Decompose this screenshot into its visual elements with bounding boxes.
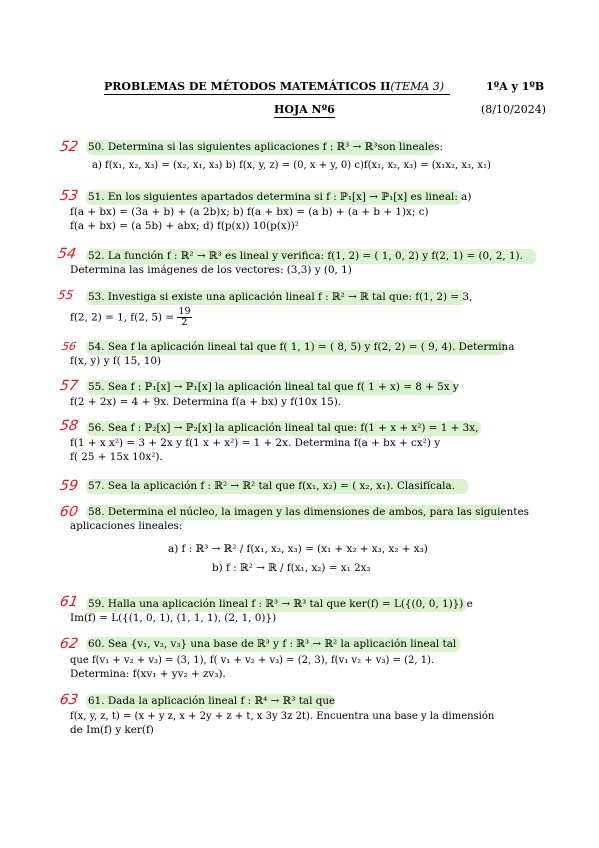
problem-51-line-3: f(a + bx) = (a 5b) + abx; d) f(p(x)) 10(p(x))² (70, 220, 299, 232)
margin-note-53: 53 (58, 188, 80, 204)
problem-60-statement: 60. Sea {v₁, v₂, v₃} una base de ℝ³ y f : ℝ³ → ℝ² la aplicación lineal tal (88, 638, 457, 650)
problem-56-line-3: f( 25 + 15x 10x²). (70, 451, 163, 463)
problem-51-line-2: f(a + bx) = (3a + b) + (a 2b)x; b) f(a + bx) = (a b) + (a + b + 1)x; c) (70, 206, 429, 218)
margin-note-59: 59 (58, 478, 80, 494)
margin-note-57: 57 (58, 378, 80, 394)
margin-note-60: 60 (58, 504, 80, 520)
problem-52-statement: 52. La función f : ℝ² → ℝ³ es lineal y verifica: f(1, 2) = ( 1, 0, 2) y f(2, 1) = (0, 2, 1). (88, 250, 523, 262)
problem-55-line-2: f(2 + 2x) = 4 + 9x. Determina f(a + bx) y f(10x 15). (70, 396, 342, 408)
problem-61-line-3: de Im(f) y ker(f) (70, 724, 154, 736)
margin-note-54: 54 (56, 246, 78, 262)
margin-note-56: 56 (60, 340, 78, 353)
margin-note-62: 62 (58, 636, 80, 652)
sheet-number: HOJA Nº6 (274, 103, 335, 116)
problem-55-statement: 55. Sea f : ℙ₁[x] → ℙ₁[x] la aplicación lineal tal que f( 1 + x) = 8 + 5x y (88, 381, 459, 393)
sheet-date: (8/10/2024) (481, 103, 546, 116)
problem-56-line-2: f(1 + x x²) = 3 + 2x y f(1 x + x²) = 1 + 2x. Determina f(a + bx + cx²) y (70, 437, 441, 449)
problem-52-line-2: Determina las imágenes de los vectores: (3,3) y (0, 1) (70, 264, 352, 276)
sheet-tema: (TEMA 3) (390, 80, 445, 93)
fraction-numerator: 19 (178, 306, 191, 317)
problem-50-options: a) f(x₁, x₂, x₃) = (x₂, x₁, x₃) b) f(x, y, z) = (0, x + y, 0) c)f(x₁, x₂, x₃) = (x₁x₂, x₃, x₁) (92, 160, 491, 171)
problem-58-case-a: a) f : ℝ³ → ℝ² / f(x₁, x₂, x₃) = (x₁ + x₂ + x₃, x₂ + x₃) (168, 543, 428, 555)
fraction-denominator: 2 (181, 317, 188, 328)
problem-53-line-2-text: f(2, 2) = 1, f(2, 5) = (70, 311, 178, 324)
problem-58-statement: 58. Determina el núcleo, la imagen y las dimensiones de ambos, para las siguientes (88, 506, 529, 518)
problem-50-statement: 50. Determina si las siguientes aplicaciones f : ℝ³ → ℝ³son lineales: (88, 141, 444, 153)
problem-61-line-2: f(x, y, z, t) = (x + y z, x + 2y + z + t, x 3y 3z 2t). Encuentra una base y la dimensión (70, 711, 495, 722)
margin-note-61: 61 (58, 594, 80, 610)
problem-59-line-2: Im(f) = L({(1, 0, 1), (1, 1, 1), (2, 1, 0)}) (70, 612, 277, 624)
problem-60-line-3: Determina: f(xv₁ + yv₂ + zv₃). (70, 668, 226, 680)
problem-59-statement: 59. Halla una aplicación lineal f : ℝ³ → ℝ³ tal que ker(f) = L({(0, 0, 1)}) e (88, 598, 473, 610)
sheet-title (104, 80, 450, 93)
margin-note-58: 58 (58, 418, 80, 434)
problem-51-statement: 51. En los siguientes apartados determina si f : ℙ₁[x] → ℙ₁[x] es lineal: a) (88, 191, 472, 203)
sheet-title-text: PROBLEMAS DE MÉTODOS MATEMÁTICOS II (104, 80, 391, 93)
problem-53-fraction (177, 307, 191, 328)
problem-60-line-2: que f(v₁ + v₂ + v₃) = (3, 1), f( v₁ + v₂ + v₃) = (2, 3), f(v₁ v₂ + v₃) = (2, 1). (70, 655, 435, 666)
problem-54-line-2: f(x, y) y f( 15, 10) (70, 355, 162, 367)
margin-note-52: 52 (58, 139, 80, 155)
problem-61-statement: 61. Dada la aplicación lineal f : ℝ⁴ → ℝ³ tal que (88, 695, 336, 707)
problem-53-line-2 (70, 307, 192, 328)
problem-54-statement: 54. Sea f la aplicación lineal tal que f( 1, 1) = ( 8, 5) y f(2, 2) = ( 9, 4). Determina (88, 341, 515, 353)
problem-53-statement: 53. Investiga si existe una aplicación lineal f : ℝ² → ℝ tal que: f(1, 2) = 3, (88, 291, 473, 303)
sheet-groups: 1ºA y 1ºB (486, 80, 545, 93)
margin-note-55: 55 (56, 288, 75, 302)
margin-note-63: 63 (58, 692, 80, 708)
problem-56-statement: 56. Sea f : ℙ₂[x] → ℙ₂[x] la aplicación lineal tal que: f(1 + x + x²) = 1 + 3x, (88, 422, 479, 434)
problem-58-line-2: aplicaciones lineales: (70, 520, 183, 532)
problem-58-case-b: b) f : ℝ² → ℝ / f(x₁, x₂) = x₁ 2x₂ (212, 562, 371, 574)
problem-57-statement: 57. Sea la aplicación f : ℝ² → ℝ² tal que f(x₁, x₂) = ( x₂, x₁). Clasifícala. (88, 480, 455, 492)
